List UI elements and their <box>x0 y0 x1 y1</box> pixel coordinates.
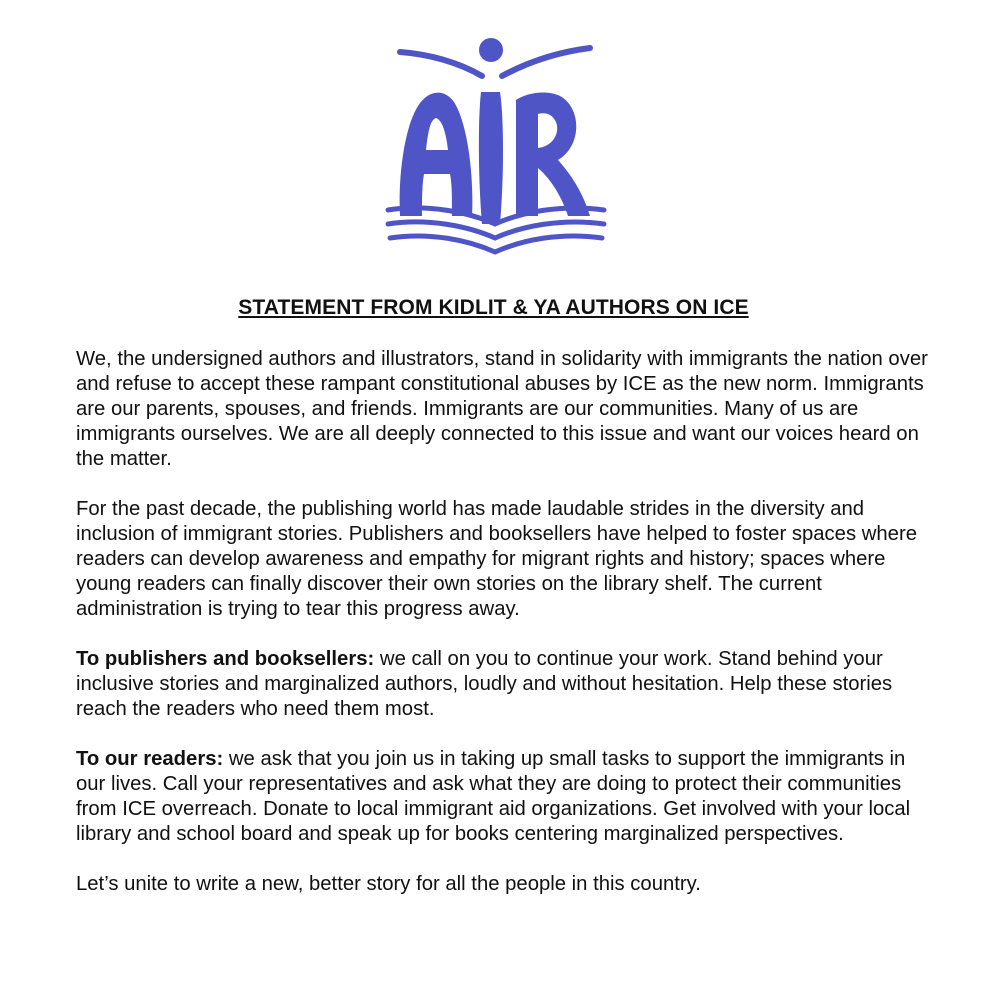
paragraph-readers <box>76 747 936 847</box>
logo-head-circle <box>479 38 503 62</box>
logo-right-arm <box>502 48 590 76</box>
paragraph-closing-text: Let’s unite to write a new, better story for all the people in this country. <box>76 873 701 895</box>
paragraph-2 <box>76 497 936 622</box>
paragraph-1-text: We, the undersigned authors and illustrators, stand in solidarity with immigrants the nation over and refuse to accept these rampant constitutional abuses by ICE as the new norm. Immigrants are our parents, spouses, and friends. Immigrants are our communities. Many of us are immigrants ourselves. We are all deeply connected to this issue and want our voices heard on the matter. <box>76 348 928 470</box>
statement-title: STATEMENT FROM KIDLIT & YA AUTHORS ON ICE <box>238 296 749 319</box>
paragraph-publishers-text: we call on you to continue your work. Stand behind your inclusive stories and marginalized authors, loudly and without hesitation. Help these stories reach the readers who need them most. <box>76 648 893 720</box>
air-logo <box>378 28 622 268</box>
paragraph-2-text: For the past decade, the publishing world has made laudable strides in the diversity and inclusion of immigrant stories. Publishers and booksellers have helped to foster spaces where readers can develop awareness and empathy for migrant rights and history; spaces where young readers can finally discover their own stories on the library shelf. The current administration is trying to tear this progress away. <box>76 498 917 620</box>
paragraph-publishers <box>76 647 936 722</box>
paragraph-publishers-lead: To publishers and booksellers: <box>76 648 375 670</box>
air-logo-graphic <box>378 28 622 268</box>
paragraph-readers-text: we ask that you join us in taking up small tasks to support the immigrants in our lives. Call your representatives and ask what they are doing to protect their communities from ICE overreach. Donate to local immigrant aid organizations. Get involved with your local library and school board and speak up for books centering marginalized perspectives. <box>76 748 911 845</box>
logo-left-arm <box>400 52 482 76</box>
logo-letter-a <box>400 93 473 216</box>
statement-body <box>76 347 936 922</box>
paragraph-1 <box>76 347 936 472</box>
logo-letter-r <box>516 93 590 216</box>
paragraph-readers-lead: To our readers: <box>76 748 224 770</box>
logo-letter-i <box>479 92 503 224</box>
paragraph-closing <box>76 872 936 897</box>
